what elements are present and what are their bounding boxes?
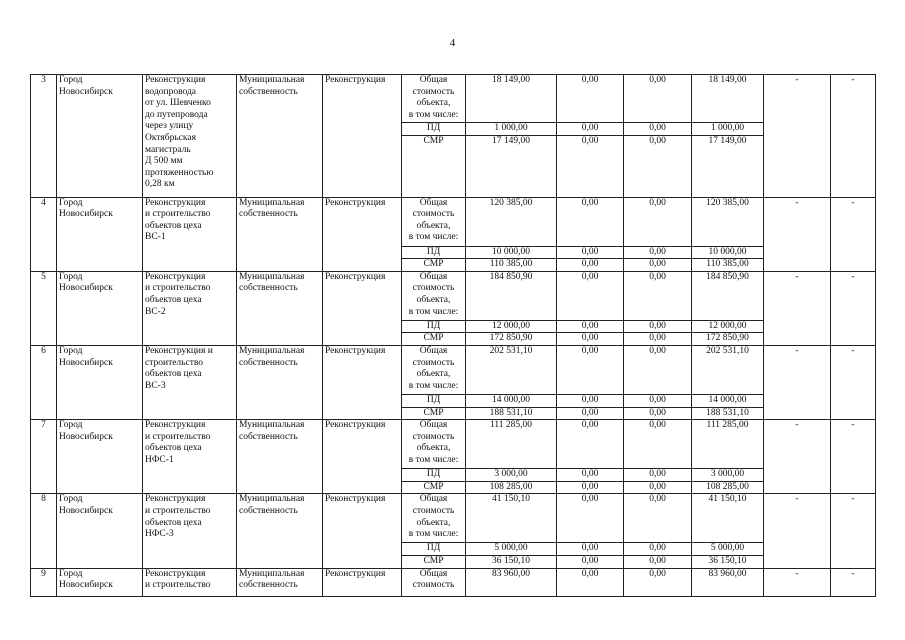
value-cell-text: 0,00 — [649, 420, 666, 431]
value-cell-text: 110 385,00 — [706, 259, 749, 270]
value-cell-text: 0,00 — [649, 271, 666, 282]
cost-type-total-cell — [402, 75, 466, 123]
value-cell — [692, 259, 764, 272]
value-cell — [692, 469, 764, 482]
cost-type-smr-cell — [402, 135, 466, 197]
cost-type-pd-cell-text: ПД — [426, 394, 441, 405]
value-cell — [466, 123, 557, 136]
total-cost-cell-text: 41 150,10 — [492, 494, 530, 505]
value-cell — [624, 246, 692, 259]
object-name-cell — [143, 420, 237, 494]
value-cell — [624, 75, 692, 123]
value-cell-text: 0,00 — [581, 420, 599, 431]
object-name-cell-text: Реконструкция и строительство объектов цеха ВС-3 — [145, 345, 213, 391]
cost-type-smr-cell-text: СМР — [423, 407, 444, 418]
value-cell — [557, 481, 624, 494]
dash-cell — [764, 494, 831, 568]
work-type-cell — [323, 420, 402, 494]
territory-cell-text: Город Новосибирск — [59, 494, 113, 516]
value-cell-text: 3 000,00 — [710, 469, 745, 480]
ownership-cell — [237, 75, 323, 198]
value-cell-text: 184 850,90 — [706, 271, 749, 282]
value-cell — [692, 246, 764, 259]
value-cell — [624, 135, 692, 197]
value-cell-text: 0,00 — [581, 259, 599, 270]
cost-type-pd-cell — [402, 394, 466, 407]
row-number — [31, 75, 57, 198]
value-cell-text: 0,00 — [581, 320, 599, 331]
value-cell — [466, 333, 557, 346]
value-cell — [624, 271, 692, 320]
value-cell — [692, 197, 764, 246]
value-cell — [466, 481, 557, 494]
value-cell-text: 12 000,00 — [492, 320, 530, 331]
cost-type-pd-cell — [402, 543, 466, 556]
value-cell — [624, 568, 692, 596]
cost-type-smr-cell — [402, 259, 466, 272]
work-type-cell-text: Реконструкция — [325, 420, 386, 431]
table-body — [31, 75, 876, 597]
cost-type-total-cell-text: Общая стоимость объекта, в том числе: — [408, 494, 459, 540]
value-cell — [557, 246, 624, 259]
dash-cell — [764, 568, 831, 596]
value-cell-text: 1 000,00 — [494, 123, 528, 133]
ownership-cell — [237, 568, 323, 596]
total-cost-cell-text: 111 285,00 — [489, 420, 533, 431]
value-cell — [466, 135, 557, 197]
total-cost-cell — [466, 420, 557, 469]
value-cell-text: 0,00 — [581, 345, 599, 356]
value-cell — [624, 420, 692, 469]
cost-type-pd-cell — [402, 320, 466, 333]
dash-cell-text: - — [795, 420, 799, 431]
value-cell — [692, 135, 764, 197]
table-row — [31, 345, 876, 394]
value-cell-text: 36 150,10 — [492, 555, 530, 566]
total-cost-cell-text: 120 385,00 — [489, 197, 533, 208]
total-cost-cell — [466, 271, 557, 320]
object-name-cell — [143, 345, 237, 419]
row-number — [31, 271, 57, 345]
value-cell — [557, 333, 624, 346]
dash-cell-text: - — [795, 345, 799, 356]
investment-table-wrapper — [30, 74, 875, 597]
value-cell-text: 188 531,10 — [706, 407, 749, 418]
cost-type-total-cell — [402, 420, 466, 469]
work-type-cell-text: Реконструкция — [325, 271, 386, 282]
cost-type-smr-cell — [402, 481, 466, 494]
value-cell-text: 0,00 — [649, 407, 666, 418]
value-cell — [557, 259, 624, 272]
dash-cell-text: - — [795, 75, 799, 85]
ownership-cell — [237, 197, 323, 271]
cost-type-total-cell — [402, 345, 466, 394]
value-cell — [466, 246, 557, 259]
value-cell-text: 0,00 — [581, 407, 599, 418]
value-cell — [624, 259, 692, 272]
cost-type-total-cell-text: Общая стоимость объекта, в том числе: — [408, 197, 459, 243]
territory-cell-text: Город Новосибирск — [59, 420, 113, 442]
value-cell-text: 12 000,00 — [708, 320, 747, 331]
row-number-text: 6 — [41, 345, 46, 356]
total-cost-cell — [466, 75, 557, 123]
value-cell — [557, 197, 624, 246]
value-cell — [466, 259, 557, 272]
cost-type-total-cell-text: Общая стоимость объекта, в том числе: — [408, 345, 459, 391]
ownership-cell-text: Муниципальная собственность — [239, 494, 305, 516]
value-cell — [692, 568, 764, 596]
value-cell-text: 120 385,00 — [706, 197, 749, 208]
total-cost-cell — [466, 494, 557, 543]
value-cell-text: 0,00 — [581, 75, 599, 85]
cost-type-smr-cell-text: СМР — [423, 333, 444, 344]
value-cell-text: 17 149,00 — [492, 135, 530, 146]
territory-cell — [57, 197, 143, 271]
value-cell-text: 0,00 — [649, 555, 666, 566]
value-cell-text: 5 000,00 — [710, 543, 745, 554]
value-cell-text: 0,00 — [649, 123, 666, 133]
value-cell — [624, 469, 692, 482]
value-cell — [557, 123, 624, 136]
value-cell-text: 172 850,90 — [706, 333, 749, 344]
object-name-cell-text: Реконструкция и строительство объектов цеха НФС-1 — [145, 420, 211, 465]
value-cell-text: 0,00 — [581, 469, 599, 480]
object-name-cell-text: Реконструкция водопровода от ул. Шевченко до путепровода через улицу Октябрьская магистраль Д 500 мм протяженностью 0,28 км — [145, 75, 214, 190]
cost-type-pd-cell — [402, 246, 466, 259]
value-cell-text: 0,00 — [581, 135, 599, 146]
value-cell — [692, 494, 764, 543]
territory-cell — [57, 75, 143, 198]
work-type-cell-text: Реконструкция — [325, 494, 386, 505]
work-type-cell — [323, 271, 402, 345]
value-cell — [557, 420, 624, 469]
row-number — [31, 568, 57, 596]
value-cell-text: 0,00 — [581, 481, 599, 492]
object-name-cell-text: Реконструкция и строительство объектов цеха НФС-3 — [145, 494, 211, 540]
object-name-cell — [143, 271, 237, 345]
table-row — [31, 75, 876, 123]
territory-cell — [57, 494, 143, 568]
value-cell — [557, 494, 624, 543]
ownership-cell — [237, 420, 323, 494]
value-cell-text: 41 150,10 — [708, 494, 747, 505]
value-cell — [624, 543, 692, 556]
cost-type-smr-cell — [402, 407, 466, 420]
total-cost-cell-text: 83 960,00 — [492, 568, 530, 579]
dash-cell-text: - — [795, 568, 799, 579]
work-type-cell-text: Реконструкция — [325, 197, 386, 208]
total-cost-cell-text: 18 149,00 — [492, 75, 530, 85]
value-cell — [624, 320, 692, 333]
territory-cell — [57, 345, 143, 419]
value-cell — [692, 543, 764, 556]
dash-cell — [764, 75, 831, 198]
territory-cell-text: Город Новосибирск — [59, 271, 113, 294]
dash-cell — [831, 345, 876, 419]
territory-cell-text: Город Новосибирск — [59, 345, 113, 368]
work-type-cell — [323, 345, 402, 419]
value-cell — [557, 320, 624, 333]
ownership-cell — [237, 345, 323, 419]
row-number-text: 7 — [41, 420, 46, 431]
work-type-cell — [323, 197, 402, 271]
cost-type-total-cell — [402, 568, 466, 596]
value-cell-text: 0,00 — [581, 123, 599, 133]
value-cell — [466, 469, 557, 482]
table-row — [31, 568, 876, 596]
table-row — [31, 494, 876, 543]
value-cell — [557, 345, 624, 394]
value-cell-text: 83 960,00 — [708, 568, 747, 579]
value-cell — [557, 568, 624, 596]
value-cell — [692, 320, 764, 333]
table-row — [31, 197, 876, 246]
dash-cell — [764, 197, 831, 271]
value-cell — [624, 123, 692, 136]
cost-type-smr-cell-text: СМР — [423, 481, 444, 492]
total-cost-cell-text: 184 850,90 — [489, 271, 533, 282]
value-cell-text: 5 000,00 — [494, 543, 528, 554]
object-name-cell — [143, 494, 237, 568]
value-cell — [692, 271, 764, 320]
row-number — [31, 420, 57, 494]
dash-cell — [831, 75, 876, 198]
value-cell-text: 0,00 — [581, 333, 599, 344]
cost-type-smr-cell-text: СМР — [423, 259, 444, 270]
value-cell — [624, 555, 692, 568]
dash-cell-text: - — [851, 271, 855, 282]
value-cell-text: 3 000,00 — [494, 469, 528, 480]
value-cell — [692, 394, 764, 407]
table-row — [31, 271, 876, 320]
value-cell — [557, 135, 624, 197]
value-cell — [692, 555, 764, 568]
work-type-cell-text: Реконструкция — [325, 345, 386, 356]
cost-type-total-cell — [402, 494, 466, 543]
dash-cell-text: - — [851, 494, 855, 505]
ownership-cell-text: Муниципальная собственность — [239, 75, 305, 97]
value-cell-text: 0,00 — [581, 394, 599, 405]
cost-type-total-cell-text: Общая стоимость объекта, в том числе: — [408, 420, 459, 465]
value-cell-text: 0,00 — [581, 271, 599, 282]
value-cell-text: 0,00 — [649, 568, 666, 579]
cost-type-total-cell-text: Общая стоимость объекта, в том числе: — [408, 271, 459, 317]
value-cell — [624, 407, 692, 420]
value-cell-text: 10 000,00 — [492, 246, 530, 257]
value-cell-text: 14 000,00 — [492, 394, 530, 405]
dash-cell-text: - — [795, 271, 799, 282]
row-number — [31, 494, 57, 568]
value-cell-text: 0,00 — [581, 246, 599, 257]
cost-type-pd-cell-text: ПД — [426, 469, 441, 480]
ownership-cell-text: Муниципальная собственность — [239, 197, 305, 220]
dash-cell — [764, 271, 831, 345]
value-cell — [557, 75, 624, 123]
value-cell-text: 36 150,10 — [708, 555, 747, 566]
value-cell-text: 110 385,00 — [489, 259, 533, 270]
value-cell — [624, 197, 692, 246]
value-cell — [557, 543, 624, 556]
value-cell — [466, 407, 557, 420]
value-cell — [466, 320, 557, 333]
row-number — [31, 345, 57, 419]
cost-type-pd-cell — [402, 469, 466, 482]
row-number-text: 4 — [41, 197, 46, 208]
territory-cell — [57, 271, 143, 345]
work-type-cell — [323, 75, 402, 198]
ownership-cell-text: Муниципальная собственность — [239, 420, 305, 442]
ownership-cell — [237, 271, 323, 345]
object-name-cell — [143, 568, 237, 596]
table-row — [31, 420, 876, 469]
value-cell-text: 0,00 — [581, 555, 599, 566]
value-cell-text: 0,00 — [581, 543, 599, 554]
value-cell — [466, 394, 557, 407]
total-cost-cell — [466, 197, 557, 246]
cost-type-total-cell-text: Общая стоимость объекта, в том числе: — [408, 75, 459, 120]
row-number-text: 8 — [41, 494, 46, 505]
value-cell — [557, 407, 624, 420]
cost-type-total-cell — [402, 197, 466, 246]
territory-cell-text: Город Новосибирск — [59, 568, 113, 591]
value-cell-text: 1 000,00 — [710, 123, 745, 133]
investment-objects-table — [30, 74, 876, 597]
dash-cell — [831, 568, 876, 596]
dash-cell-text: - — [795, 494, 799, 505]
value-cell-text: 111 285,00 — [706, 420, 749, 431]
work-type-cell — [323, 494, 402, 568]
dash-cell — [764, 345, 831, 419]
dash-cell-text: - — [795, 197, 799, 208]
work-type-cell — [323, 568, 402, 596]
value-cell-text: 0,00 — [649, 469, 666, 480]
object-name-cell-text: Реконструкция и строительство — [145, 568, 211, 591]
value-cell-text: 0,00 — [649, 75, 666, 85]
value-cell — [557, 271, 624, 320]
cost-type-smr-cell-text: СМР — [423, 135, 444, 146]
object-name-cell — [143, 75, 237, 198]
value-cell-text: 0,00 — [649, 320, 666, 331]
cost-type-smr-cell — [402, 555, 466, 568]
total-cost-cell — [466, 568, 557, 596]
ownership-cell-text: Муниципальная собственность — [239, 568, 305, 591]
dash-cell-text: - — [851, 75, 855, 85]
dash-cell-text: - — [851, 197, 855, 208]
value-cell — [466, 543, 557, 556]
cost-type-total-cell — [402, 271, 466, 320]
row-number-text: 3 — [41, 75, 46, 85]
value-cell-text: 17 149,00 — [708, 135, 747, 146]
dash-cell — [831, 420, 876, 494]
work-type-cell-text: Реконструкция — [325, 568, 386, 579]
value-cell — [624, 494, 692, 543]
value-cell-text: 0,00 — [649, 135, 666, 146]
row-number-text: 5 — [41, 271, 46, 282]
row-number — [31, 197, 57, 271]
value-cell-text: 0,00 — [649, 246, 666, 257]
territory-cell-text: Город Новосибирск — [59, 197, 113, 220]
value-cell — [557, 394, 624, 407]
value-cell — [624, 394, 692, 407]
value-cell-text: 188 531,10 — [489, 407, 533, 418]
dash-cell — [831, 494, 876, 568]
value-cell-text: 202 531,10 — [706, 345, 749, 356]
value-cell-text: 0,00 — [649, 481, 666, 492]
row-number-text: 9 — [41, 568, 46, 579]
ownership-cell-text: Муниципальная собственность — [239, 271, 305, 294]
cost-type-pd-cell-text: ПД — [426, 123, 441, 133]
value-cell — [692, 333, 764, 346]
territory-cell — [57, 420, 143, 494]
value-cell — [624, 481, 692, 494]
dash-cell — [831, 197, 876, 271]
value-cell-text: 0,00 — [649, 197, 666, 208]
cost-type-smr-cell-text: СМР — [423, 555, 444, 566]
value-cell — [692, 407, 764, 420]
value-cell — [692, 481, 764, 494]
territory-cell-text: Город Новосибирск — [59, 75, 113, 97]
dash-cell — [831, 271, 876, 345]
dash-cell-text: - — [851, 420, 855, 431]
value-cell — [692, 123, 764, 136]
value-cell-text: 108 285,00 — [706, 481, 749, 492]
object-name-cell — [143, 197, 237, 271]
value-cell — [692, 345, 764, 394]
value-cell-text: 10 000,00 — [708, 246, 747, 257]
value-cell-text: 0,00 — [649, 259, 666, 270]
ownership-cell-text: Муниципальная собственность — [239, 345, 305, 368]
value-cell — [557, 469, 624, 482]
value-cell — [466, 555, 557, 568]
cost-type-pd-cell — [402, 123, 466, 136]
value-cell-text: 0,00 — [581, 568, 599, 579]
value-cell-text: 18 149,00 — [708, 75, 747, 85]
value-cell-text: 0,00 — [581, 197, 599, 208]
value-cell-text: 0,00 — [649, 394, 666, 405]
value-cell-text: 0,00 — [649, 333, 666, 344]
object-name-cell-text: Реконструкция и строительство объектов цеха ВС-2 — [145, 271, 211, 317]
dash-cell-text: - — [851, 568, 855, 579]
value-cell-text: 108 285,00 — [489, 481, 533, 492]
value-cell-text: 0,00 — [649, 345, 666, 356]
total-cost-cell-text: 202 531,10 — [489, 345, 533, 356]
object-name-cell-text: Реконструкция и строительство объектов цеха ВС-1 — [145, 197, 211, 243]
ownership-cell — [237, 494, 323, 568]
value-cell — [692, 75, 764, 123]
cost-type-total-cell-text: Общая стоимость — [412, 568, 455, 591]
value-cell — [692, 420, 764, 469]
value-cell — [624, 333, 692, 346]
cost-type-pd-cell-text: ПД — [426, 320, 441, 331]
value-cell-text: 0,00 — [649, 543, 666, 554]
territory-cell — [57, 568, 143, 596]
page-number: 4 — [449, 37, 456, 49]
dash-cell-text: - — [851, 345, 855, 356]
work-type-cell-text: Реконструкция — [325, 75, 386, 85]
value-cell — [557, 555, 624, 568]
value-cell-text: 172 850,90 — [489, 333, 533, 344]
cost-type-smr-cell — [402, 333, 466, 346]
cost-type-pd-cell-text: ПД — [426, 543, 441, 554]
value-cell-text: 14 000,00 — [708, 394, 747, 405]
total-cost-cell — [466, 345, 557, 394]
value-cell — [624, 345, 692, 394]
cost-type-pd-cell-text: ПД — [426, 246, 441, 257]
value-cell-text: 0,00 — [649, 494, 666, 505]
value-cell-text: 0,00 — [581, 494, 599, 505]
dash-cell — [764, 420, 831, 494]
